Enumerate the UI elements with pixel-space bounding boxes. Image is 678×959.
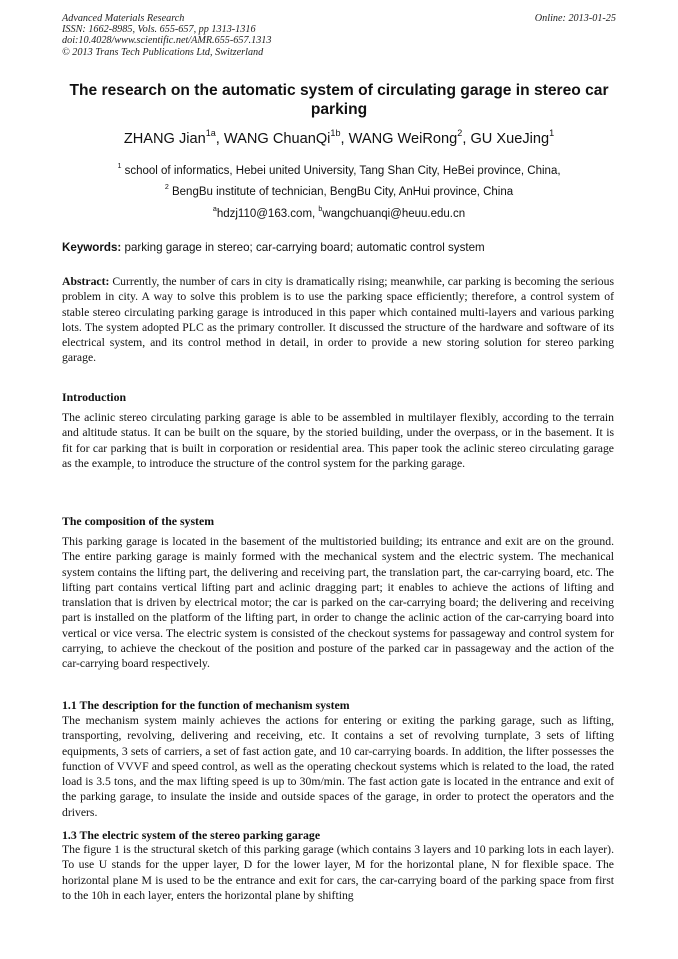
- issn-line: ISSN: 1662-8985, Vols. 655-657, pp 1313-1316: [62, 24, 256, 36]
- author: WANG WeiRong$^2$,: [348, 128, 471, 147]
- section-1-3-text: The figure 1 is the structural sketch of this parking garage (which contains 3 layers and 10 parking lots in each layer). To use U stands for the upper layer, D for the lower layer, M for the horizontal plane, N for flexible space. The horizontal plane M is used to be the entrance and exit for cars, the car-carrying board of the parking space from first to the 10h in each layer, enters the horizontal plane by shifting: [62, 843, 614, 902]
- section-heading-composition: The composition of the system: [62, 514, 215, 528]
- author-list: [62, 130, 616, 148]
- affiliation-1: $^1$ school of informatics, Hebei united University, Tang Shan City, HeBei province, China,: [117, 162, 561, 177]
- paper-title: The research on the automatic system of circulating garage in stereo car parking: [69, 82, 609, 118]
- affiliation-2: $^2$ BengBu institute of technician, BengBu City, AnHui province, China: [164, 183, 514, 198]
- section-heading-1-1: 1.1 The description for the function of mechanism system: [62, 698, 350, 712]
- journal-name: Advanced Materials Research: [62, 13, 185, 24]
- author: WANG ChuanQi$^{1b}$,: [223, 128, 349, 147]
- online-date: Online: 2013-01-25: [534, 13, 616, 24]
- doi-line: doi:10.4028/www.scientific.net/AMR.655-657.1313: [62, 35, 272, 47]
- introduction-text: The aclinic stereo circulating parking garage is able to be assembled in multilayer flexibly, according to the terrain and altitude status. It can be built on the square, by the storied building, under the overpass, or in the basement. It is fit for car parking that is built in corporation or residential area. This paper took the aclinic stereo circulating garage as the example, to introduce the structure of the control system for the parking garage.: [62, 411, 614, 470]
- abstract: [62, 274, 614, 366]
- author: GU XueJing$^1$: [470, 128, 555, 147]
- abstract-text: Currently, the number of cars in city is dramatically rising; meanwhile, car parking is becoming the serious problem in city. A way to solve this problem is to use the parking space efficiently; therefore, a control system of stable stereo circulating parking garage is introduced in this paper which contained multi-layers and various parking lots. The system adopted PLC as the primary controller. It discussed the structure of the hardware and software of its electrical system, and its control method in detail, in order to provide a new storing solution for stereo parking garage.: [62, 275, 614, 365]
- abstract-label: Abstract:: [62, 275, 110, 288]
- section-heading-1-3: 1.3 The electric system of the stereo parking garage: [62, 828, 321, 842]
- keywords-text: parking garage in stereo; car-carrying board; automatic control system: [121, 241, 485, 254]
- keywords-label: Keywords:: [62, 241, 122, 254]
- copyright-line: © 2013 Trans Tech Publications Ltd, Switzerland: [62, 46, 264, 58]
- keywords: [62, 241, 616, 255]
- journal-header: [62, 13, 616, 58]
- section-1-1-text: The mechanism system mainly achieves the actions for entering or exiting the parking garage, such as lifting, transporting, revolving, delivering and receiving, etc. It contains a set of revolving turnplate, 3 sets of lifting equipments, 3 sets of carriers, a set of fast action gate, and 10 car-carrying boards. In addition, the lifter possesses the function of VVVF and speed control, as well as the operating checkout systems which is related to the load, the rated load is 3.5 tons, and the max lifting speed is up to 30m/min. The fast action gate is located in the entrance and exit of the parking garage, to insulate the inside and outside spaces of the garage, in order to protect the operators and the drivers.: [62, 714, 614, 819]
- author: ZHANG Jian$^{1a}$,: [123, 128, 224, 147]
- section-heading-introduction: Introduction: [62, 390, 127, 404]
- composition-text: This parking garage is located in the basement of the multistoried building; its entrance and exit are on the ground. The entire parking garage is mainly formed with the mechanical system and the electric system. The mechanical system contains the lifting part, the delivering and receiving part, the translation part, the car-carrying board, etc. The lifting part contains vertical lifting part and aclinic dragging part; it enables to achieve the actions of lifting and translation that is driven by electrical motor; the car is parked on the car-carrying board; the delivering and receiving part is installed on the platform of the lifting part, in order to change the aclinic action of the car-carrying board into vertical or vice versa. The electric system is consisted of the checkout systems for passageway and control system for carrying, to achieve the checkout of the position and posture of the parked car in passageway and the action of the car-carrying board respectively.: [62, 535, 614, 671]
- author-emails: $^a$hdzj110@163.com, $^b$wangchuanqi@heuu.edu.cn: [212, 205, 466, 220]
